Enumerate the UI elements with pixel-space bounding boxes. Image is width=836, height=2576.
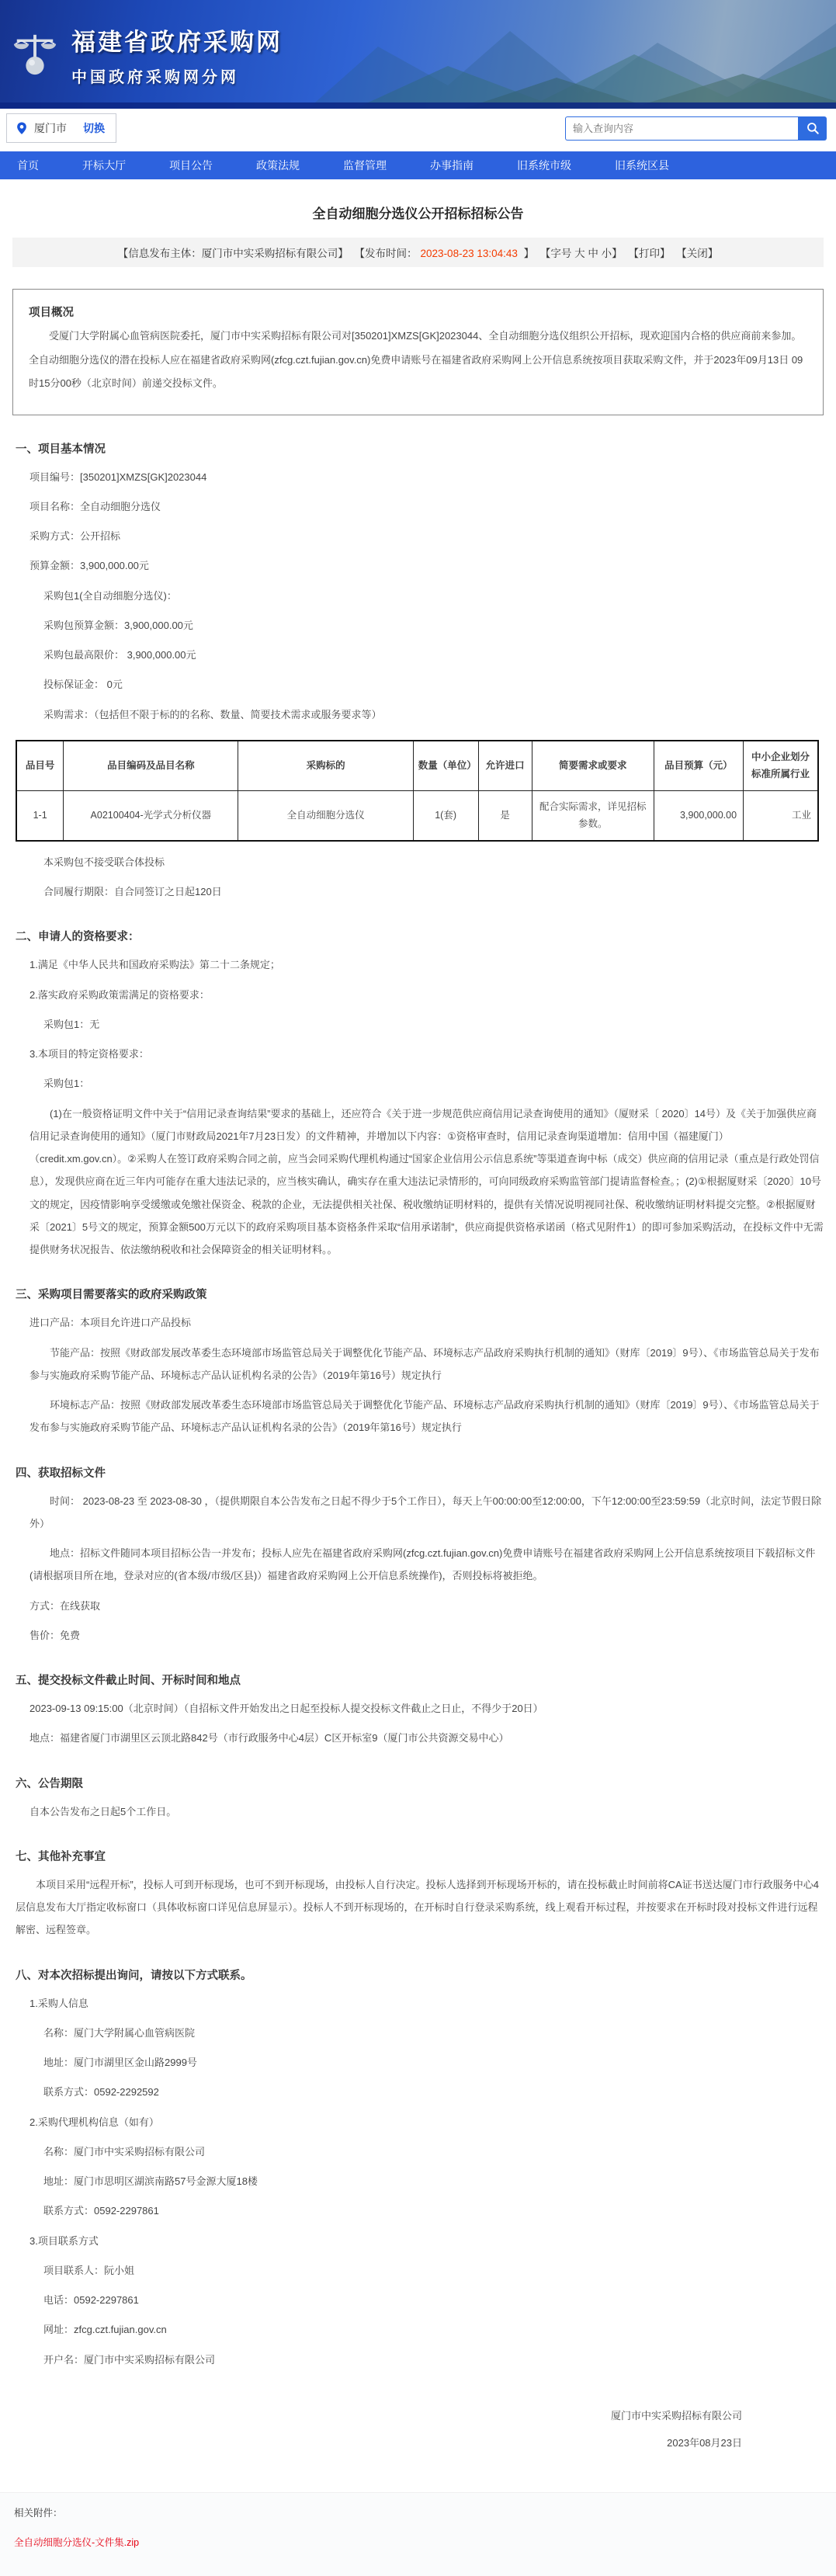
table-header-cell: 品目预算（元） (654, 741, 743, 791)
meta-publish-time-close: 】 (520, 248, 535, 259)
paragraph: 本项目采用“远程开标”，投标人可到开标现场，也可不到开标现场，由投标人自行决定。投标人选择到开标现场开标的，请在投标截止时间前将CA证书送达厦门市行政服务中心4层信息发布大厅指定收标窗口（具体收标窗口详见信息屏显示）。投标人不到开标现场的，在开标时自行登录采购系统，线上观看开标过程，并按要求在开标时段对投标文件进行远程解密、远程签章。 (16, 1878, 819, 1936)
search-icon (806, 121, 820, 135)
signature-date: 2023年08月23日 (667, 2436, 742, 2449)
search-button[interactable] (798, 116, 827, 141)
paragraph: 投标保证金： 0元 (43, 679, 123, 691)
meta-publisher: 【信息发布主体：厦门市中实采购招标有限公司】 (117, 248, 349, 259)
paragraph: 节能产品：按照《财政部发展改革委生态环境部市场监管总局关于调整优化节能产品、环境标志产品政府采购执行机制的通知》（财库〔2019〕9号）、《市场监管总局关于发布参与实施政府采购节能产品、环境标志产品认证机构名录的公告》（2019年第16号）规定执行 (29, 1346, 820, 1381)
paragraph: (1)在一般资格证明文件中关于“信用记录查询结果”要求的基础上，还应符合《关于进一步规范供应商信用记录查询使用的通知》（厦财采〔 2020〕14号）及《关于加强供应商信用记录查询使用的通知》（厦门市财政局2021年7月23日发）的文件精神，并增加以下内容：①资格审查时，信用记录查询渠道增加：信用中国（福建厦门） （credit.xm.gov.cn）。②采购人在签订政府采购合同之前，应当会同采购代理机构通过“国家企业信用公示信息系统”等渠道查询中标（成交）供应商的信用记录（重点是行政处罚信息），发现供应商在近三年内可能存在重大违法记录的，应当核实确认，确实存在重大违法记录情形的，可向同级政府采购监管部门提请监督检查。；(2)①根据厦财采〔2020〕10号文的规定，因疫情影响享受缓缴或免缴社保资金、税款的企业，无法提供相关社保、税收缴纳证明材料的，提供有关情况说明视同社保、税收缴纳证明材料提交完整。②根据厦财采〔2021〕5号文的规定，预算金额500万元以下的政府采购项目基本资格条件采取“信用承诺制”，供应商提供资格承诺函（格式见附件1）的即可参加采购活动，在投标文件中无需提供财务状况报告、依法缴纳税收和社会保障资金的相关证明材料。。 (29, 1107, 824, 1256)
paragraph: 采购包1(全自动细胞分选仪)： (43, 589, 177, 602)
table-cell: 是 (478, 790, 532, 841)
table-header-cell: 简要需求或要求 (532, 741, 654, 791)
page-title: 全自动细胞分选仪公开招标招标公告 (312, 207, 524, 221)
paragraph: 项目名称：全自动细胞分选仪 (29, 500, 161, 512)
paragraph: 网址：zfcg.czt.fujian.gov.cn (43, 2324, 167, 2336)
table-cell: 全自动细胞分选仪 (238, 790, 413, 841)
paragraph: 采购方式：公开招标 (29, 530, 121, 543)
paragraph: 地点：招标文件随同本项目招标公告一并发布；投标人应先在福建省政府采购网(zfcg.czt.fujian.gov.cn)免费申请账号在福建省政府采购网上公开信息系统按项目下载招标文件(请根据项目所在地，登录对应的(省本级/市级/区县)）福建省政府采购网上公开信息系统操作)，否则投标将被拒绝。 (29, 1547, 816, 1582)
paragraph: 地点：福建省厦门市湖里区云顶北路842号（市行政服务中心4层）C区开标室9（厦门市公共资源交易中心） (29, 1732, 509, 1745)
paragraph: 联系方式：0592-2297861 (43, 2205, 159, 2217)
table-cell: 1(套) (413, 790, 478, 841)
print-button[interactable]: 【打印】 (628, 248, 671, 259)
site-logo-scales-icon (11, 30, 59, 78)
paragraph: 进口产品：本项目允许进口产品投标 (29, 1317, 192, 1329)
table-header-cell: 中小企业划分标准所属行业 (744, 741, 818, 791)
nav-item-2[interactable]: 项目公告 (169, 159, 213, 172)
paragraph: 2.落实政府采购政策需满足的资格要求： (29, 988, 210, 1001)
paragraph: 联系方式：0592-2292592 (43, 2086, 159, 2099)
announcement-article (0, 203, 836, 2456)
paragraph: 名称：厦门大学附属心血管病医院 (43, 2026, 196, 2039)
section-heading: 四、获取招标文件 (16, 1467, 106, 1480)
section-heading: 六、公告期限 (16, 1777, 83, 1790)
procurement-items-table (16, 740, 819, 842)
paragraph: 地址：厦门市思明区湖滨南路57号金源大厦18楼 (43, 2175, 258, 2188)
paragraph: 2.采购代理机构信息（如有） (29, 2116, 159, 2128)
paragraph: 项目联系人：阮小姐 (43, 2264, 135, 2276)
paragraph: 采购包预算金额：3,900,000.00元 (43, 619, 193, 631)
close-button[interactable]: 【关闭】 (676, 248, 719, 259)
paragraph: 采购需求：（包括但不限于标的的名称、数量、简要技术需求或服务要求等） (43, 708, 382, 720)
paragraph: 地址：厦门市湖里区金山路2999号 (43, 2057, 197, 2069)
paragraph: 名称：厦门市中实采购招标有限公司 (43, 2145, 206, 2158)
location-search-bar (0, 109, 836, 144)
meta-bar (12, 238, 824, 267)
paragraph: 1.满足《中华人民共和国政府采购法》第二十二条规定； (29, 959, 280, 971)
meta-publish-time-value: 2023-08-23 13:04:43 (420, 248, 518, 259)
table-cell: 配合实际需求，详见招标参数。 (532, 790, 654, 841)
table-header-cell: 采购标的 (238, 741, 413, 791)
site-title: 福建省政府采购网 (71, 28, 283, 56)
table-row (16, 790, 818, 841)
paragraph: 采购包1： (43, 1078, 90, 1090)
table-header-cell: 允许进口 (478, 741, 532, 791)
paragraph: 采购包最高限价： 3,900,000.00元 (43, 649, 196, 661)
paragraph: 3.项目联系方式 (29, 2234, 99, 2247)
attachment-file-link[interactable]: 全自动细胞分选仪-文件集.zip (14, 2537, 140, 2549)
section-heading: 五、提交投标文件截止时间、开标时间和地点 (16, 1675, 241, 1688)
paragraph: 开户名：厦门市中实采购招标有限公司 (43, 2353, 216, 2366)
banner-bottom-strip (0, 102, 836, 109)
overview-box-title: 项目概况 (29, 307, 74, 319)
main-nav (0, 151, 836, 179)
paragraph: 3.本项目的特定资格要求： (29, 1048, 149, 1061)
search-input[interactable] (565, 116, 798, 141)
table-cell: 3,900,000.00 (654, 790, 743, 841)
nav-item-3[interactable]: 政策法规 (256, 159, 300, 172)
paragraph: 2023-09-13 09:15:00（北京时间）（自招标文件开始发出之日起至投标人提交投标文件截止之日止，不得少于20日） (29, 1703, 543, 1715)
paragraph: 电话：0592-2297861 (43, 2294, 139, 2307)
mountain-scenery-decoration (308, 0, 836, 109)
project-overview-box (12, 289, 824, 415)
nav-item-4[interactable]: 监督管理 (343, 159, 387, 172)
paragraph: 采购包1：无 (43, 1018, 100, 1030)
search-box (565, 116, 827, 141)
paragraph: 方式：在线获取 (29, 1599, 101, 1612)
signature-block (12, 2402, 824, 2456)
paragraph: 预算金额：3,900,000.00元 (29, 560, 149, 572)
paragraph: 售价：免费 (29, 1629, 81, 1641)
nav-item-6[interactable]: 旧系统市级 (517, 159, 571, 172)
table-cell: 1-1 (16, 790, 64, 841)
attachments-label: 相关附件： (14, 2508, 63, 2519)
table-cell: 工业 (744, 790, 818, 841)
attachments-section (0, 2492, 836, 2576)
nav-item-7[interactable]: 旧系统区县 (615, 159, 669, 172)
section-heading: 二、申请人的资格要求： (16, 931, 140, 944)
paragraph: 1.采购人信息 (29, 1997, 88, 2009)
paragraph: 本采购包不接受联合体投标 (43, 856, 165, 868)
table-header-cell: 数量（单位） (413, 741, 478, 791)
font-size-controls[interactable]: 【字号 大 中 小】 (539, 248, 623, 259)
paragraph: 合同履行期限：自合同签订之日起120日 (43, 886, 222, 898)
nav-item-5[interactable]: 办事指南 (430, 159, 474, 172)
signature-company: 厦门市中实采购招标有限公司 (610, 2409, 742, 2422)
switch-city-link[interactable]: 切换 (83, 122, 105, 134)
table-header-cell: 品目编码及品目名称 (64, 741, 238, 791)
nav-item-0[interactable]: 首页 (17, 159, 39, 172)
location-pin-icon (15, 121, 29, 135)
meta-publish-time-label: 【发布时间： (354, 248, 418, 259)
paragraph: 时间： 2023-08-23 至 2023-08-30 ，（提供期限自本公告发布之日起不得少于5个工作日），每天上午00:00:00至12:00:00，下午12:00:00至23:59:59（北京时间，法定节假日除外） (29, 1495, 822, 1529)
location-selector (6, 113, 116, 143)
section-heading: 七、其他补充事宜 (16, 1850, 106, 1863)
site-subtitle: 中国政府采购网分网 (71, 68, 239, 86)
article-body (12, 289, 824, 2371)
overview-box-text: 受厦门大学附属心血管病医院委托，厦门市中实采购招标有限公司对[350201]XMZS[GK]2023044、全自动细胞分选仪组织公开招标，现欢迎国内合格的供应商前来参加。全自动细胞分选仪的潜在投标人应在福建省政府采购网(zfcg.czt.fujian.gov.cn)免费申请账号在福建省政府采购网上公开信息系统按项目获取采购文件，并于2023年09月13日 09时15分00秒（北京时间）前递交投标文件。 (29, 330, 803, 390)
site-banner (0, 0, 836, 109)
table-header-cell: 品目号 (16, 741, 64, 791)
paragraph: 环境标志产品：按照《财政部发展改革委生态环境部市场监管总局关于调整优化节能产品、环境标志产品政府采购执行机制的通知》（财库〔2019〕9号）、《市场监管总局关于发布参与实施政府采购节能产品、环境标志产品认证机构名录的公告》（2019年第16号）规定执行 (29, 1399, 820, 1434)
section-heading: 三、采购项目需要落实的政府采购政策 (16, 1289, 207, 1302)
paragraph: 自本公告发布之日起5个工作日。 (29, 1805, 177, 1817)
table-cell: A02100404-光学式分析仪器 (64, 790, 238, 841)
current-city-label: 厦门市 (34, 122, 67, 134)
section-heading: 八、对本次招标提出询问，请按以下方式联系。 (16, 1969, 252, 1982)
section-heading: 一、项目基本情况 (16, 443, 106, 456)
paragraph: 项目编号：[350201]XMZS[GK]2023044 (29, 470, 207, 483)
nav-item-1[interactable]: 开标大厅 (82, 159, 126, 172)
